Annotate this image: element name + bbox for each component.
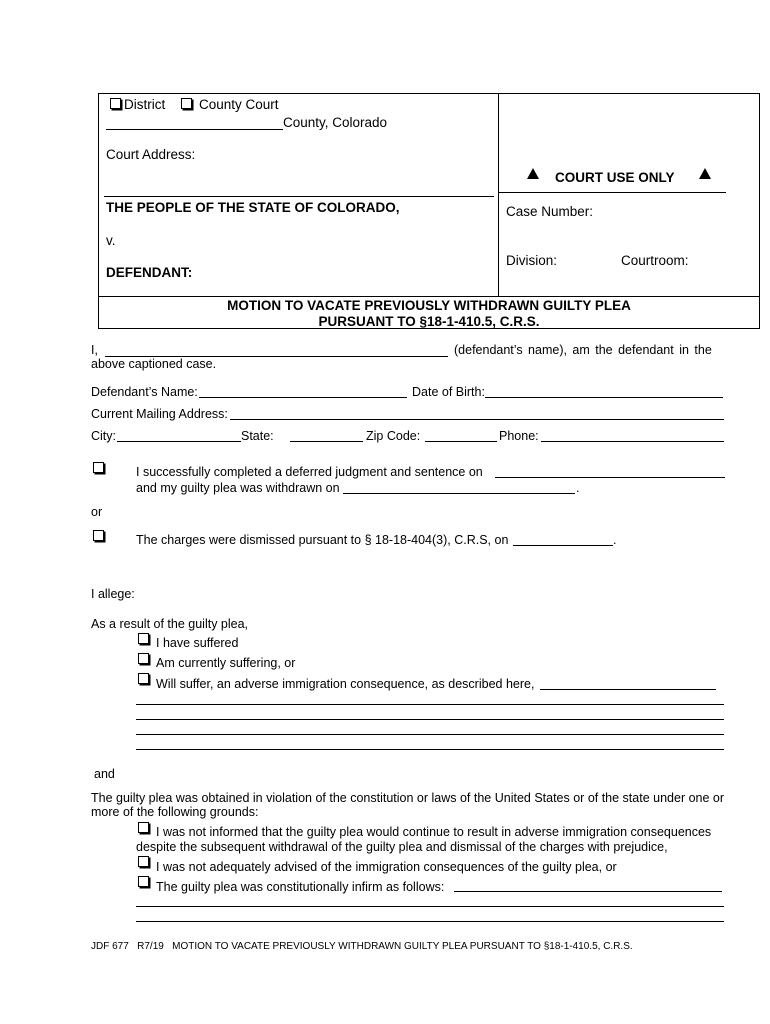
intro-i-label: I, xyxy=(91,343,98,357)
city-field[interactable] xyxy=(117,441,241,442)
not-informed-checkbox[interactable] xyxy=(138,822,149,833)
immigration-description-field[interactable] xyxy=(540,689,716,690)
dismissed-text: The charges were dismissed pursuant to § 18-18-404(3), C.R.S, on xyxy=(136,533,509,547)
county-suffix: County, Colorado xyxy=(283,115,388,130)
address-field[interactable] xyxy=(230,419,724,420)
infirm-label: The guilty plea was constitutionally infirm as follows: xyxy=(156,880,445,894)
immigration-description-line[interactable] xyxy=(136,719,724,720)
form-footer: JDF 677 R7/19 MOTION TO VACATE PREVIOUSLY WITHDRAWN GUILTY PLEA PURSUANT TO §18-1-410.5, C.R.S. xyxy=(91,941,633,952)
zip-label: Zip Code: xyxy=(366,429,421,443)
dismissed-date-field[interactable] xyxy=(513,545,613,546)
grounds-lead2: more of the following grounds: xyxy=(91,805,259,819)
dob-field[interactable] xyxy=(485,397,723,398)
court-use-separator xyxy=(498,192,726,193)
have-suffered-label: I have suffered xyxy=(156,636,239,650)
withdrawn-date-field[interactable] xyxy=(343,493,575,494)
case-number-label: Case Number: xyxy=(506,204,594,219)
state-field[interactable] xyxy=(290,441,363,442)
allege-label: I allege: xyxy=(91,587,135,601)
intro-line2: above captioned case. xyxy=(91,357,217,371)
court-address-label: Court Address: xyxy=(106,147,196,162)
currently-suffering-checkbox[interactable] xyxy=(138,653,149,664)
deferred-line2: and my guilty plea was withdrawn on xyxy=(136,481,340,495)
court-address-field[interactable] xyxy=(104,196,494,197)
infirm-description-field[interactable] xyxy=(454,891,722,892)
county-court-checkbox[interactable] xyxy=(181,98,192,109)
dismissed-period: . xyxy=(613,533,617,547)
immigration-description-line[interactable] xyxy=(136,734,724,735)
defendant-label: DEFENDANT: xyxy=(106,265,193,280)
title-separator xyxy=(98,296,760,297)
infirm-checkbox[interactable] xyxy=(138,876,149,887)
dob-label: Date of Birth: xyxy=(412,385,485,399)
deferred-line1: I successfully completed a deferred judgment and sentence on xyxy=(136,465,483,479)
dismissed-checkbox[interactable] xyxy=(93,530,104,541)
intro-suffix: (defendant’s name), am the defendant in the xyxy=(454,343,712,357)
arrow-up-icon xyxy=(699,168,711,179)
infirm-description-line[interactable] xyxy=(136,921,724,922)
versus-text: v. xyxy=(106,233,116,248)
currently-suffering-label: Am currently suffering, or xyxy=(156,656,296,670)
deferred-period: . xyxy=(576,481,580,495)
arrow-up-icon xyxy=(527,168,539,179)
county-name-field[interactable] xyxy=(106,129,283,130)
not-advised-checkbox[interactable] xyxy=(138,856,149,867)
parties-text: THE PEOPLE OF THE STATE OF COLORADO, xyxy=(106,200,400,215)
defendant-name-label: Defendant’s Name: xyxy=(91,385,198,399)
deferred-date-field[interactable] xyxy=(495,477,725,478)
defendant-name-field[interactable] xyxy=(199,397,407,398)
division-label: Division: xyxy=(506,253,558,268)
caption-divider xyxy=(498,93,499,297)
result-lead: As a result of the guilty plea, xyxy=(91,617,249,631)
motion-title-line2: PURSUANT TO §18-1-410.5, C.R.S. xyxy=(318,314,540,329)
deferred-judgment-checkbox[interactable] xyxy=(93,462,104,473)
state-label: State: xyxy=(241,429,274,443)
phone-label: Phone: xyxy=(499,429,539,443)
county-court-label: County Court xyxy=(199,97,279,112)
courtroom-label: Courtroom: xyxy=(621,253,689,268)
grounds-lead1: The guilty plea was obtained in violation of the constitution or laws of the United States or of the state under one or xyxy=(91,791,725,805)
address-label: Current Mailing Address: xyxy=(91,407,228,421)
not-advised-label: I was not adequately advised of the immigration consequences of the guilty plea, or xyxy=(156,860,617,874)
and-label: and xyxy=(94,767,115,781)
motion-title xyxy=(98,298,760,330)
will-suffer-label: Will suffer, an adverse immigration consequence, as described here, xyxy=(156,677,535,691)
district-label: District xyxy=(124,97,166,112)
immigration-description-line[interactable] xyxy=(136,749,724,750)
zip-field[interactable] xyxy=(425,441,497,442)
city-label: City: xyxy=(91,429,116,443)
motion-title-line1: MOTION TO VACATE PREVIOUSLY WITHDRAWN GUILTY PLEA xyxy=(227,298,631,313)
not-informed-line1: I was not informed that the guilty plea would continue to result in adverse immigration consequences xyxy=(156,825,712,839)
or-label: or xyxy=(91,505,103,519)
infirm-description-line[interactable] xyxy=(136,906,724,907)
district-checkbox[interactable] xyxy=(110,98,121,109)
not-informed-line2: despite the subsequent withdrawal of the guilty plea and dismissal of the charges with prejudice, xyxy=(136,840,668,854)
will-suffer-checkbox[interactable] xyxy=(138,673,149,684)
immigration-description-line[interactable] xyxy=(136,704,724,705)
phone-field[interactable] xyxy=(541,441,724,442)
have-suffered-checkbox[interactable] xyxy=(138,633,149,644)
court-use-only-label: COURT USE ONLY xyxy=(555,170,675,185)
